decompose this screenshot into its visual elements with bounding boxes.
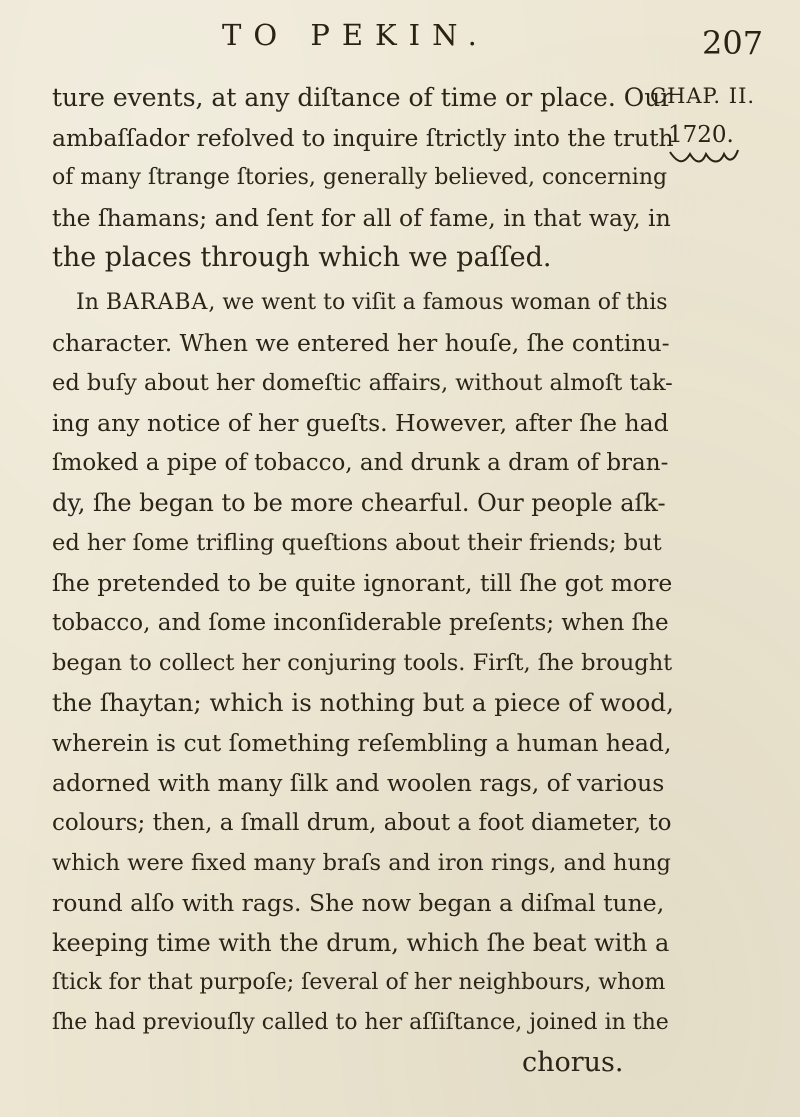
text-line: ture events, at any diſtance of time or place. Our [52,83,673,112]
text-line: ſmoked a pipe of tobacco, and drunk a dram of bran- [52,450,669,476]
text-line: the places through which we paſſed. [52,242,552,273]
page-number: 207 [702,24,764,62]
text-line: ſhe had previouſly called to her aſſiſtance, joined in the [52,1010,669,1035]
catchword: chorus. [522,1047,624,1078]
margin-chapter-note: CHAP. II. [650,84,756,108]
margin-year-note: 1720. [668,122,734,148]
text-line: ing any notice of her gueſts. However, after ſhe had [52,409,669,437]
text-line: the ſhamans; and ſent for all of fame, in that way, in [52,204,671,232]
running-head [0,18,800,68]
text-line: the ſhaytan; which is nothing but a piece of wood, [52,688,674,717]
text-line: ſtick for that purpoſe; ſeveral of her neighbours, whom [52,970,666,995]
text-line: colours; then, a ſmall drum, about a foot diameter, to [52,810,672,836]
text-line: adorned with many ſilk and woolen rags, of various [52,769,665,797]
text-line: dy, ſhe began to be more chearful. Our people aſk- [52,489,666,517]
text-line: which were fixed many braſs and iron rings, and hung [52,850,671,876]
place-name: BARABA [105,290,209,315]
text-line: ed buſy about her domeſtic affairs, without almoſt tak- [52,370,673,396]
running-title: TO PEKIN. [222,18,489,52]
text-line: began to collect her conjuring tools. Firſt, ſhe brought [52,650,673,676]
paragraph-start-line: In BARABA, we went to viſit a famous woman of this [76,290,668,315]
text-line: keeping time with the drum, which ſhe beat with a [52,929,670,957]
text-line: character. When we entered her houſe, ſhe continu- [52,329,670,357]
text-line: ſhe pretended to be quite ignorant, till ſhe got more [52,569,673,597]
text-line: tobacco, and ſome inconſiderable preſents; when ſhe [52,610,669,636]
text-line: ambaſſador refolved to inquire ſtrictly into the truth [52,124,674,152]
text-line: round alſo with rags. She now began a diſmal tune, [52,889,665,917]
text-line: wherein is cut ſomething reſembling a human head, [52,729,672,757]
text-line: ed her ſome trifling queſtions about their friends; but [52,530,662,556]
flourish-ornament [668,146,740,168]
text-line: of many ſtrange ſtories, generally believed, concerning [52,165,668,190]
